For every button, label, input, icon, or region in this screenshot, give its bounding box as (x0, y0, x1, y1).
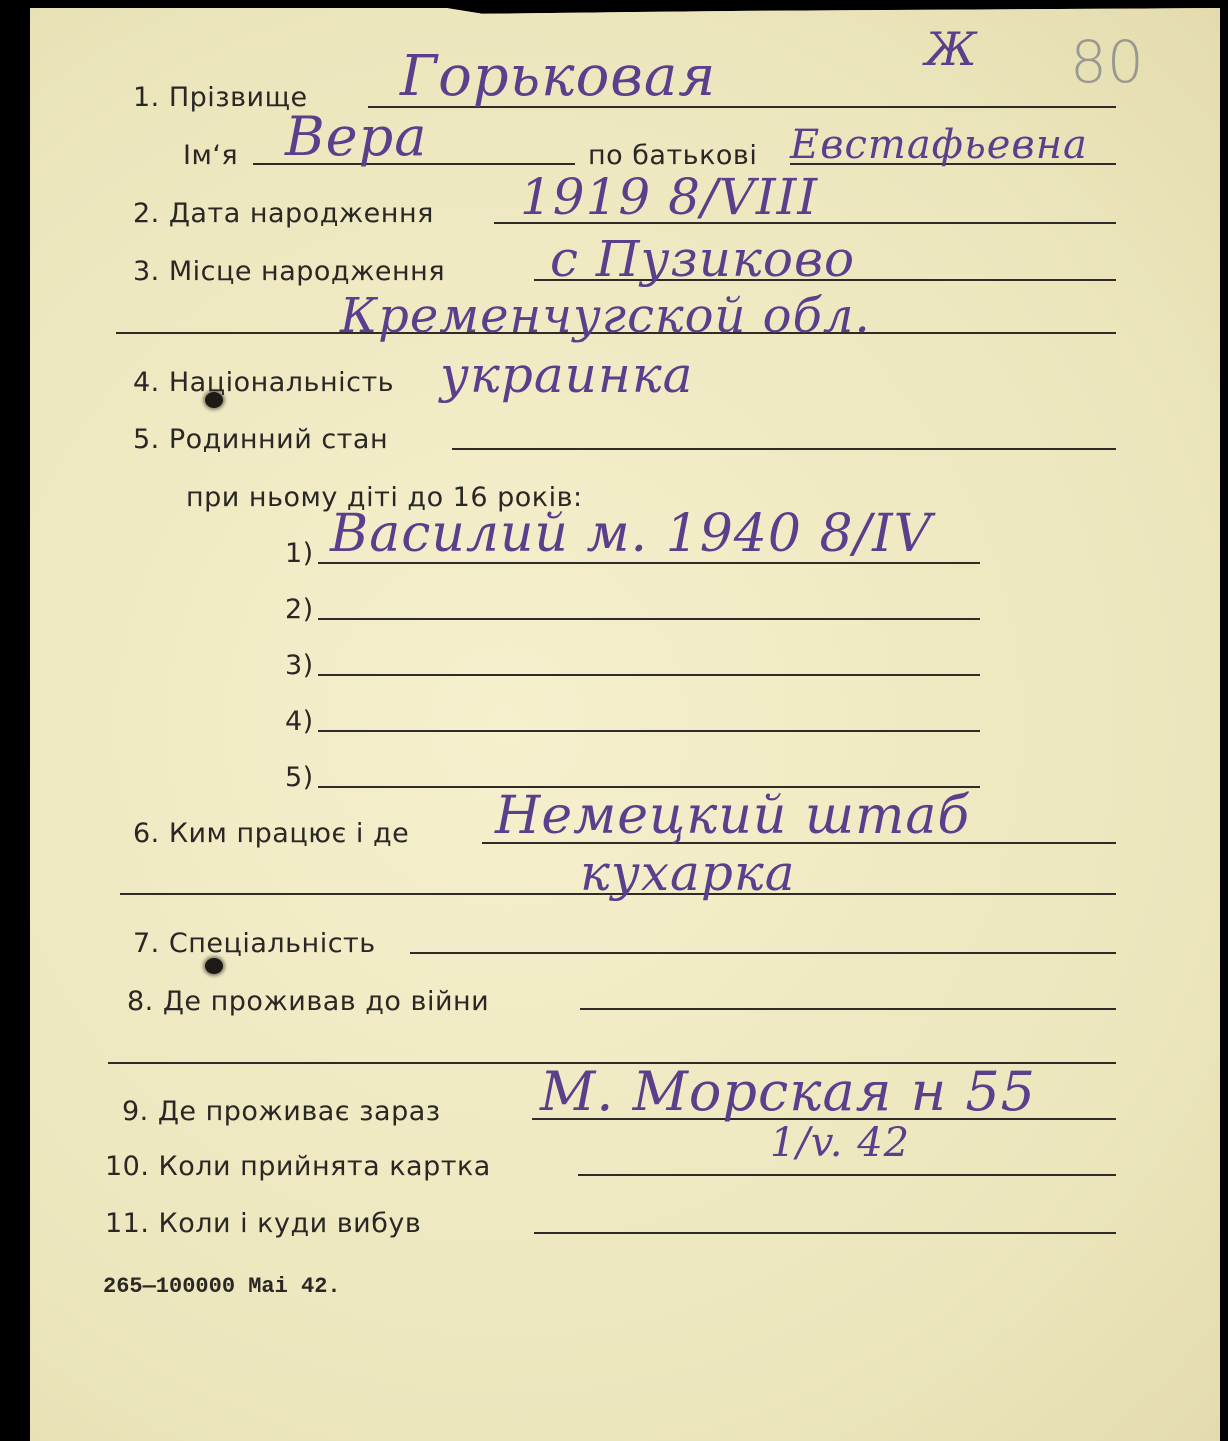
current-address-label: 9. Де проживає зараз (122, 1096, 441, 1127)
child-2-line (318, 618, 980, 620)
handwritten-mark: Ж (925, 22, 978, 76)
surname-label: 1. Прізвище (133, 82, 308, 113)
child-2-num: 2) (285, 594, 314, 625)
patronymic-label: по батькові (588, 140, 758, 171)
nationality-label: 4. Національність (133, 367, 395, 398)
children-label: при ньому діті до 16 років: (186, 482, 583, 513)
birthplace-label: 3. Місце народження (133, 256, 446, 287)
child-3-line (318, 674, 980, 676)
specialty-label: 7. Спеціальність (133, 928, 376, 959)
child-4-line (318, 730, 980, 732)
departure-label: 11. Коли і куди вибув (105, 1208, 422, 1239)
departure-line (534, 1232, 1116, 1234)
work-value-1: Немецкий штаб (495, 786, 971, 846)
card-accepted-value: 1/v. 42 (770, 1120, 911, 1166)
child-3-num: 3) (285, 650, 314, 681)
patronymic-value: Евстафьевна (790, 122, 1088, 168)
nationality-value: украинка (440, 346, 694, 404)
name-value: Вера (285, 105, 428, 168)
name-label: Ім‘я (183, 140, 239, 171)
birthdate-value: 1919 8/VIII (520, 168, 819, 226)
child-5-num: 5) (285, 762, 314, 793)
card-accepted-label: 10. Коли прийнята картка (105, 1151, 491, 1182)
child-1-value: Василий м. 1940 8/IV (330, 504, 933, 564)
child-1-num: 1) (285, 538, 314, 569)
surname-value: Горьковая (400, 44, 717, 109)
birthplace-value-2: Кременчугской обл. (340, 288, 871, 344)
family-status-line (452, 448, 1116, 450)
pencil-number: 80 (1070, 28, 1144, 96)
work-label: 6. Ким працює і де (133, 818, 410, 849)
print-code: 265—100000 Mai 42. (103, 1274, 341, 1299)
birthdate-label: 2. Дата народження (133, 198, 434, 229)
punch-hole (205, 958, 223, 974)
card-accepted-line (578, 1174, 1116, 1176)
child-4-num: 4) (285, 706, 314, 737)
prewar-address-line (580, 1008, 1116, 1010)
current-address-value: М. Морская н 55 (540, 1060, 1037, 1123)
specialty-line (410, 952, 1116, 954)
birthplace-value-1: с Пузиково (550, 230, 856, 288)
prewar-address-label: 8. Де проживав до війни (127, 986, 490, 1017)
work-value-2: кухарка (580, 844, 796, 902)
family-status-label: 5. Родинний стан (133, 424, 389, 455)
